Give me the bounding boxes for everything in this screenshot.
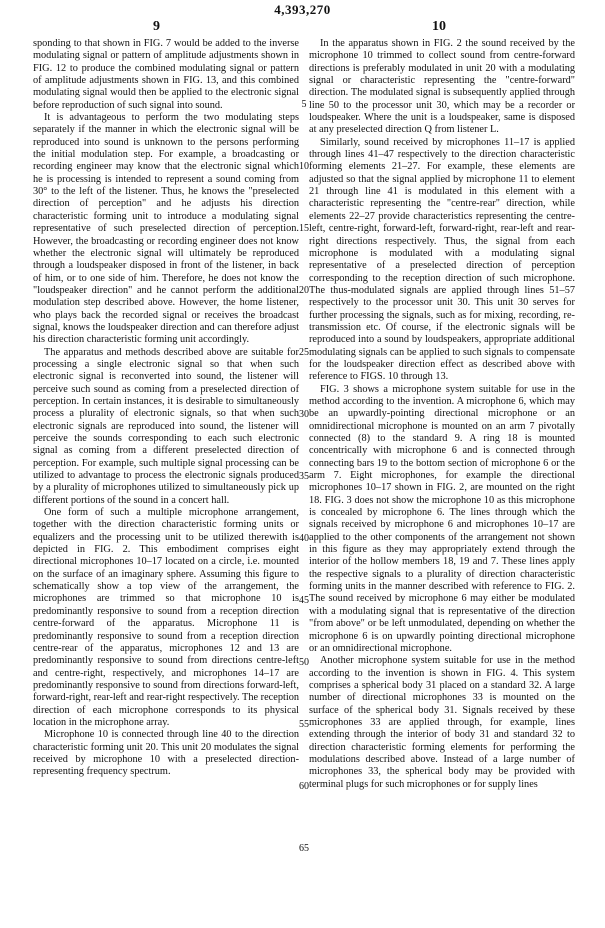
left-paragraph-3: The apparatus and methods described above are suitable for processing a single electronic signal so that when such electronic signal is reconverted into sound, the listener will perceive such sound as coming from a preselected direction of perception. In certain instances, it is desirable to simultaneously process a plurality of electronic signals, so that when such electronic signals are reproduced into sound, the listener will perceive the sounds corresponding to each such electronic signal as coming from a different preselected direction of perception. For example, such multiple signal processing can be utilized to advantage to process the electronic signals produced by a plurality of microphones utilized to simultaneously pick up different portions of the sound in a concert hall. <box>33 346 299 506</box>
line-number-5: 5 <box>301 99 307 110</box>
left-paragraph-2: It is advantageous to perform the two modulating steps separately if the manner in which the electronic signal will be reproduced into sound is unknown to the persons performing the initial modulation step. For example, a broadcasting or recording engineer may know that the electronic signal which he is processing is intended to represent a sound coming from 30° to the left of the listener. Thus, he knows the "preselected direction of perception" and he adjusts his direction characteristic forming unit to introduce a modulating signal representative of such preselected direction of perception. However, the broadcasting or recording engineer does not know whether the electronic signal will ultimately be reproduced through a loudspeaker disposed in front of the listener, in back of him, or to one side of him. Therefore, he does not know the "loudspeaker direction" and he cannot perform the additional modulation step described above. However, the home listener, who plays back the recorded signal or receives the broadcast signal, knows the loudspeaker direction and can therefore adjust his direction characteristic forming unit accordingly. <box>33 112 299 346</box>
line-number-45: 45 <box>299 595 309 606</box>
right-paragraph-3: FIG. 3 shows a microphone system suitable for use in the method according to the invention. A microphone 6, which may be an upwardly-pointing directional microphone or an omnidirectional microphone is mounted on an arm 7 pivotally connected (8) to the standard 9. A ring 18 is mounted concentrically with microphone 6 and is connected through connecting bars 19 to the bottom section of microphone 6 or the arm 7. Eight microphones, for example the directional microphones 10–17 shown in FIG. 2, are mounted on the right 18. FIG. 3 does not show the microphone 10 as this microphone is concealed by microphone 6. The lines through which the signals received by microphone 6 and microphones 10–17 are applied to the other components of the arrangement not shown in this figure as they may appropriately extend through the interior of the hollow members 18, 19 and 7. These lines apply the respective signals to a plurality of direction characteristic forming units in the manner described with reference to FIG. 2. The sound received by microphone 6 may either be modulated with a modulating signal that is representative of the direction "from above" or be left unmodulated, depending on whether the microphone 6 is on upwardly pointing directional microphone or an omnidirectional microphone. <box>309 383 575 654</box>
left-paragraph-4: One form of such a multiple microphone arrangement, together with the direction characteristic forming units or equalizers and the processing unit to be utilized therewith is depicted in FIG. 2. This embodiment comprises eight directional microphones 10–17 located on a circle, i.e. mounted on the surface of an imaginary sphere. Assuming this figure to schematically show a top view of the arrangement, the microphones are trimmed so that microphone 10 is predominantly responsive to sound from a reception direction centre-forward of the apparatus. Microphone 11 is predominantly responsive to sound from a reception direction centre-rear of the apparatus, microphones 12 and 13 are predominantly responsive to sound from directions centre-left and centre-right, respectively, and microphones 14–17 are predominantly responsive to sound from directions forward-left, forward-right, rear-left and rear-right respectively. The reception direction of each microphone corresponds to its physical location in the microphone array. <box>33 507 299 728</box>
right-paragraph-2: Similarly, sound received by microphones 11–17 is applied through lines 41–47 respectively to the direction characteristic forming elements 21–27. For example, these elements are adjusted so that the signal applied by microphone 11 to element 21 through line 41 is modulated in this element with a characteristic representing the "centre-rear" direction, while elements 22–27 provide characteristics representing the centre-left, centre-right, forward-left, forward-right, rear-left and rear-right directions respectively. Thus, the signal from each microphone is modulated with a modulating signal representative of a preselected direction of perception corresponding to the reception direction of such microphone. The thus-modulated signals are applied through lines 51–57 respectively to the processor unit 30. This unit 30 serves for further processing the signals, such as for mixing, recording, re-transmission etc. Of course, if the electronic signals will be reproduced into a sound by loudspeakers, appropriate additional modulating signals can be applied to such signals to compensate for the loudspeaker direction effect as described above with reference to FIGS. 10 through 13. <box>309 136 575 383</box>
patent-number: 4,393,270 <box>274 2 331 17</box>
line-number-50: 50 <box>299 657 309 668</box>
line-number-15: 15 <box>299 223 309 234</box>
line-number-20: 20 <box>299 285 309 296</box>
right-column-number: 10 <box>432 19 446 34</box>
line-number-10: 10 <box>299 161 309 172</box>
line-number-55: 55 <box>299 719 309 730</box>
left-text-column <box>33 38 299 779</box>
line-number-30: 30 <box>299 409 309 420</box>
right-paragraph-1: In the apparatus shown in FIG. 2 the sound received by the microphone 10 trimmed to collect sound from centre-forward directions is preferably modulated in unit 20 with a modulating signal or characteristic representing the "centre-forward" direction. The modulated signal is subsequently applied through line 50 to the processor unit 30, which may be a recorder or loudspeaker. Where the unit is a loudspeaker, same is disposed at any preselected direction Q from listener L. <box>309 38 575 136</box>
line-number-60: 60 <box>299 781 309 792</box>
left-paragraph-5: Microphone 10 is connected through line 40 to the direction characteristic forming unit 20. This unit 20 modulates the signal received by microphone 10 with a preselected direction-representing frequency spectrum. <box>33 729 299 778</box>
line-number-40: 40 <box>299 533 309 544</box>
line-number-25: 25 <box>299 347 309 358</box>
right-text-column <box>309 38 575 791</box>
line-number-35: 35 <box>299 471 309 482</box>
left-column-number: 9 <box>153 19 160 34</box>
left-paragraph-1: sponding to that shown in FIG. 7 would be added to the inverse modulating signal or pattern of amplitude adjustments shown in FIG. 12 to produce the combined modulating signal or pattern of amplitude adjustments shown in FIG. 13, and this combined modulating signal would then be applied to the electronic signal before reproduction of such signal into sound. <box>33 38 299 111</box>
line-number-65: 65 <box>299 843 309 854</box>
right-paragraph-4: Another microphone system suitable for use in the method according to the invention is shown in FIG. 4. This system comprises a spherical body 31 placed on a standard 32. A large number of directional microphones 33 is mounted on the surface of the spherical body 31. Signals received by these microphones 33 are applied through, for example, lines extending through the interior of body 31 and standard 32 to direction characteristic forming elements for performing the modulations described above. Instead of a large number of microphones 33, the spherical body may be provided with terminal plugs for such microphones or for supply lines <box>309 655 575 790</box>
